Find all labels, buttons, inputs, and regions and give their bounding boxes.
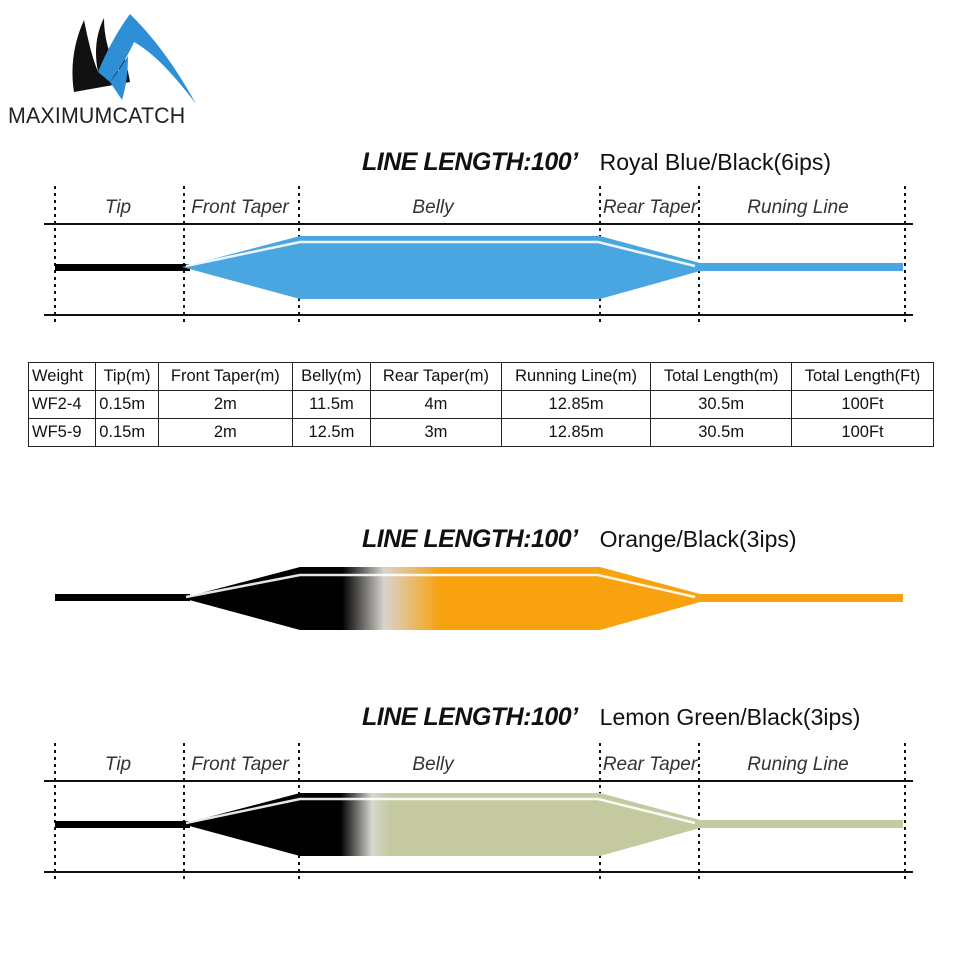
spec-table xyxy=(28,362,934,447)
table-cell: WF5-9 xyxy=(29,419,96,447)
col-header: Total Length(Ft) xyxy=(792,363,934,391)
color-name: Orange/Black(3ips) xyxy=(599,526,797,552)
color-name: Royal Blue/Black(6ips) xyxy=(599,149,832,175)
table-cell: 12.5m xyxy=(292,419,370,447)
fly-line-profile xyxy=(0,555,960,645)
section-label-running-line: Runing Line xyxy=(747,197,849,218)
table-cell: 100Ft xyxy=(792,419,934,447)
table-cell: 3m xyxy=(371,419,502,447)
section-label-front-taper: Front Taper xyxy=(191,197,289,218)
table-row xyxy=(29,419,934,447)
table-cell: 0.15m xyxy=(96,419,159,447)
section-label-belly: Belly xyxy=(412,754,454,775)
line-length-title: LINE LENGTH:100’ xyxy=(362,148,578,176)
section-label-rear-taper: Rear Taper xyxy=(602,197,698,218)
col-header: Running Line(m) xyxy=(501,363,650,391)
col-header: Belly(m) xyxy=(292,363,370,391)
table-cell: 2m xyxy=(158,391,292,419)
m-swoosh-logo-icon xyxy=(60,12,210,107)
line-body xyxy=(182,236,903,299)
line-length-title: LINE LENGTH:100’ xyxy=(362,703,578,731)
table-cell: 100Ft xyxy=(792,391,934,419)
section-label-tip: Tip xyxy=(104,754,132,775)
product-heading-3 xyxy=(362,699,860,735)
table-cell: 2m xyxy=(158,419,292,447)
section-label-tip: Tip xyxy=(104,197,132,218)
section-label-rear-taper: Rear Taper xyxy=(602,754,698,775)
fly-line-profile xyxy=(0,180,960,325)
col-header: Front Taper(m) xyxy=(158,363,292,391)
col-header: Total Length(m) xyxy=(651,363,792,391)
table-cell: WF2-4 xyxy=(29,391,96,419)
product-heading-1 xyxy=(362,144,831,180)
table-header-row xyxy=(29,363,934,391)
table-cell: 4m xyxy=(371,391,502,419)
line-length-title: LINE LENGTH:100’ xyxy=(362,525,578,553)
color-name: Lemon Green/Black(3ips) xyxy=(599,704,861,730)
table-cell: 30.5m xyxy=(651,391,792,419)
product-heading-2 xyxy=(362,521,797,557)
taper-diagram-1 xyxy=(0,180,960,325)
table-cell: 12.85m xyxy=(501,419,650,447)
line-body xyxy=(182,793,903,856)
table-cell: 0.15m xyxy=(96,391,159,419)
col-header: Rear Taper(m) xyxy=(371,363,502,391)
col-header: Tip(m) xyxy=(96,363,159,391)
table-row xyxy=(29,391,934,419)
table-cell: 11.5m xyxy=(292,391,370,419)
col-header: Weight xyxy=(29,363,96,391)
section-label-running-line: Runing Line xyxy=(747,754,849,775)
table-cell: 12.85m xyxy=(501,391,650,419)
section-label-belly: Belly xyxy=(412,197,454,218)
fly-line-profile xyxy=(0,737,960,882)
section-label-front-taper: Front Taper xyxy=(191,754,289,775)
brand-wordmark: MAXIMUMCATCH xyxy=(8,103,186,128)
taper-diagram-2 xyxy=(0,555,960,645)
table-cell: 30.5m xyxy=(651,419,792,447)
taper-diagram-3 xyxy=(0,737,960,882)
